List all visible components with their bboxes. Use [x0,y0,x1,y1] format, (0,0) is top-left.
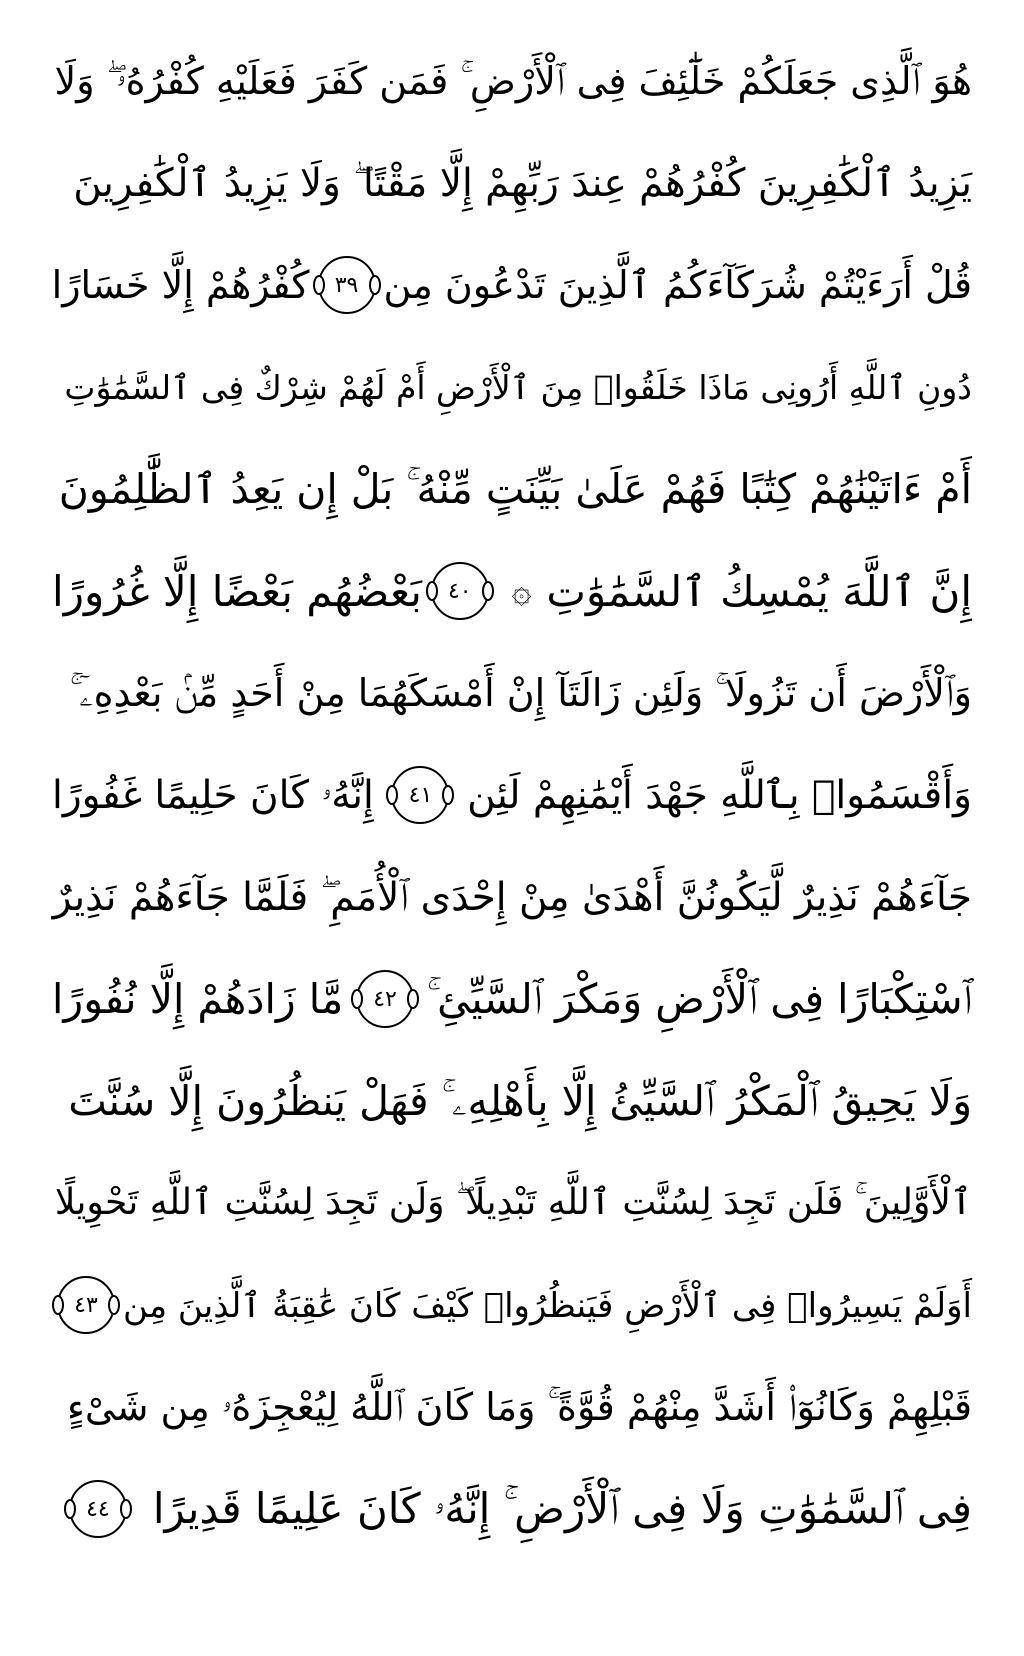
verse-text: دُونِ ٱللَّهِ أَرُونِى مَاذَا خَلَقُوا۟ مِنَ ٱلْأَرْضِ أَمْ لَهُمْ شِرْكٌ فِى ٱلسَّمَٰوَٰتِ [64,367,972,407]
text-line [52,642,972,744]
verse-text: قَبْلِهِمْ وَكَانُوٓا۟ أَشَدَّ مِنْهُمْ قُوَّةً ۚ وَمَا كَانَ ٱللَّهُ لِيُعْجِزَهُۥ مِن شَىْءٍ [67,1384,972,1429]
ayah-number-marker: ٤٤ [69,1480,127,1538]
verse-text: وَٱلْأَرْضَ أَن تَزُولَا ۚ وَلَئِن زَالَتَآ إِنْ أَمْسَكَهُمَا مِنْ أَحَدٍ مِّنۢ بَعْدِهِۦٓ ۚ [69,670,972,715]
text-line [52,846,972,948]
verse-text: يَزِيدُ ٱلْكَٰفِرِينَ كُفْرُهُمْ عِندَ رَبِّهِمْ إِلَّا مَقْتًا ۖ وَلَا يَزِيدُ ٱلْكَٰفِرِينَ [73,160,972,206]
verse-text: أَوَلَمْ يَسِيرُوا۟ فِى ٱلْأَرْضِ فَيَنظُرُوا۟ كَيْفَ كَانَ عَٰقِبَةُ ٱلَّذِينَ مِن [122,1285,972,1326]
hizb-marker-icon: ۞ [511,571,532,611]
verse-text: وَأَقْسَمُوا۟ بِٱللَّهِ جَهْدَ أَيْمَٰنِهِمْ لَئِن [467,772,972,818]
text-line [52,1152,972,1254]
verse-text: بَعْضُهُم بَعْضًا إِلَّا غُرُورًا [52,566,422,616]
text-line [52,336,972,438]
verse-text: أَمْ ءَاتَيْنَٰهُمْ كِتَٰبًا فَهُمْ عَلَىٰ بَيِّنَتٍ مِّنْهُ ۚ بَلْ إِن يَعِدُ ٱلظَّٰلِمُونَ [58,464,972,513]
verse-text: إِنَّهُۥ كَانَ حَلِيمًا غَفُورًا [52,772,374,818]
text-line [52,948,972,1050]
text-line [52,1050,972,1152]
ayah-number-marker: ٤٠ [431,562,489,620]
verse-text: هُوَ ٱلَّذِى جَعَلَكُمْ خَلَٰٓئِفَ فِى ٱلْأَرْضِ ۚ فَمَن كَفَرَ فَعَلَيْهِ كُفْرُهُۥ ۖ وَلَا [54,58,972,103]
verse-text: مَّا زَادَهُمْ إِلَّا نُفُورًا [52,975,344,1023]
text-line [52,1458,972,1560]
verse-text: ٱلْأَوَّلِينَ ۚ فَلَن تَجِدَ لِسُنَّتِ ٱللَّهِ تَبْدِيلًا ۖ وَلَن تَجِدَ لِسُنَّتِ ٱللَّهِ تَحْوِيلًا [54,1182,972,1223]
text-line [52,540,972,642]
text-line [52,1356,972,1458]
text-line [52,30,972,132]
ayah-number-marker: ٣٩ [318,256,376,314]
ayah-number-marker: ٤٣ [57,1276,115,1334]
text-line [52,1254,972,1356]
text-line [52,234,972,336]
ayah-number-marker: ٤١ [391,766,449,824]
text-line [52,744,972,846]
text-line [52,438,972,540]
verse-text: كُفْرُهُمْ إِلَّا خَسَارًا [51,263,310,307]
verse-text: ٱسْتِكْبَارًا فِى ٱلْأَرْضِ وَمَكْرَ ٱلسَّيِّئِ ۚ [426,974,972,1023]
text-line [52,132,972,234]
verse-text: فِى ٱلسَّمَٰوَٰتِ وَلَا فِى ٱلْأَرْضِ ۚ إِنَّهُۥ كَانَ عَلِيمًا قَدِيرًا [152,1484,972,1533]
verse-text: قُلْ أَرَءَيْتُمْ شُرَكَآءَكُمُ ٱلَّذِينَ تَدْعُونَ مِن [383,263,972,307]
verse-text: وَلَا يَحِيقُ ٱلْمَكْرُ ٱلسَّيِّئُ إِلَّا بِأَهْلِهِۦ ۚ فَهَلْ يَنظُرُونَ إِلَّا سُنَّتَ [68,1076,972,1125]
ayah-number-marker: ٤٢ [356,970,414,1028]
verse-text: إِنَّ ٱللَّهَ يُمْسِكُ ٱلسَّمَٰوَٰتِ [546,566,972,616]
verse-text: جَآءَهُمْ نَذِيرٌ لَّيَكُونُنَّ أَهْدَىٰ مِنْ إِحْدَى ٱلْأُمَمِ ۖ فَلَمَّا جَآءَهُمْ نَذِيرٌ [52,874,972,920]
